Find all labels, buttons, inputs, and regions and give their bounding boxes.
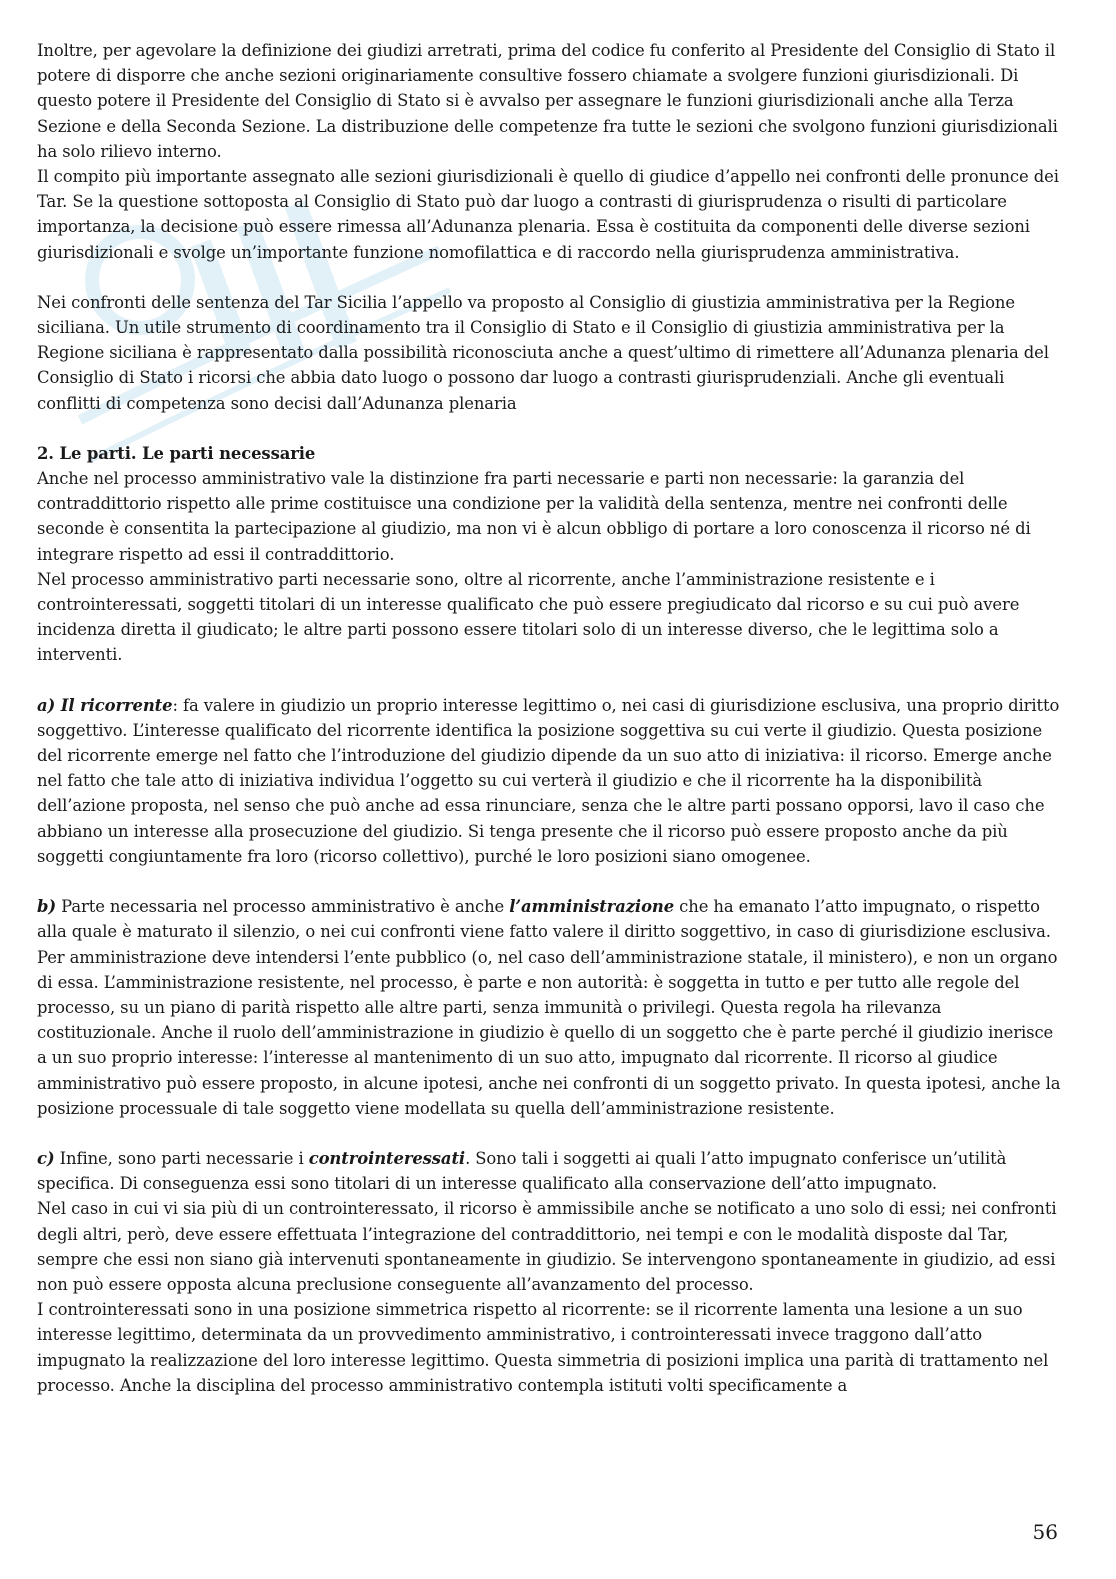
section-heading: 2. Le parti. Le parti necessarie	[37, 443, 316, 463]
paragraph-intro-2: Il compito più importante assegnato alle sezioni giurisdizionali è quello di giudice d’appello nei confronti delle pronunce dei Tar. Se la questione sottoposta al Consiglio di Stato può dar luogo a contrasti di giurisprudenza o risulti di particolare importanza, la decisione può essere rimessa all’Adunanza plenaria. Essa è costituita da componenti delle diverse sezioni giurisdizionali e svolge un’importante funzione nomofilattica e di raccordo nella giurisprudenza amministrativa.	[37, 167, 1059, 262]
document-page	[37, 38, 1063, 1398]
paragraph-parti-1: Anche nel processo amministrativo vale la distinzione fra parti necessarie e parti non necessarie: la garanzia del contraddittorio rispetto alle prime costituisce una condizione per la validità della sentenza, mentre nei confronti delle seconde è consentita la partecipazione al giudizio, ma non vi è alcun obbligo di portare a loro conoscenza il ricorso né di integrare rispetto ad essi il contraddittorio.	[37, 469, 1031, 564]
paragraph-controinteressati-3: I controinteressati sono in una posizione simmetrica rispetto al ricorrente: se il ricorrente lamenta una lesione a un suo interesse legittimo, determinata da un provvedimento amministrativo, i controinteressati invece traggono dall’atto impugnato la realizzazione del loro interesse legittimo. Questa simmetria di posizioni implica una parità di trattamento nel processo. Anche la disciplina del processo amministrativo contempla istituti volti specificamente a	[37, 1300, 1049, 1395]
paragraph-gap	[37, 668, 1063, 693]
amministrazione-label: b)	[37, 897, 57, 917]
paragraph-controinteressati-2: Nel caso in cui vi sia più di un controinteressato, il ricorso è ammissibile anche se notificato a uno solo di essi; nei confronti degli altri, però, deve essere effettuata l’integrazione del contraddittorio, nei tempi e con le modalità disposte dal Tar, sempre che essi non siano già intervenuti spontaneamente in giudizio. Se intervengono spontaneamente in giudizio, ad essi non può essere opposta alcuna preclusione conseguente all’avanzamento del processo.	[37, 1199, 1057, 1294]
paragraph-sicilia: Nei confronti delle sentenza del Tar Sicilia l’appello va proposto al Consiglio di giustizia amministrativa per la Regione siciliana. Un utile strumento di coordinamento tra il Consiglio di Stato e il Consiglio di giustizia amministrativa per la Regione siciliana è rappresentato dalla possibilità riconosciuta anche a quest’ultimo di rimettere all’Adunanza plenaria del Consiglio di Stato i ricorsi che abbia dato luogo o possono dar luogo a contrasti giurisprudenziali. Anche gli eventuali conflitti di competenza sono decisi dall’Adunanza plenaria	[37, 292, 1049, 413]
paragraph-ricorrente	[37, 693, 1063, 869]
page-number: 56	[1032, 1520, 1058, 1544]
amministrazione-term: l’amministrazione	[509, 897, 675, 917]
ricorrente-text: : fa valere in giudizio un proprio interesse legittimo o, nei casi di giurisdizione esclusiva, una proprio diritto soggettivo. L’interesse qualificato del ricorrente identifica la posizione soggettiva su cui verte il giudizio. Questa posizione del ricorrente emerge nel fatto che l’introduzione del giudizio dipende da un suo atto di iniziativa: il ricorso. Emerge anche nel fatto che tale atto di iniziativa individua l’oggetto su cui verterà il giudizio e che il ricorrente ha la disponibilità dell’azione proposta, nel senso che può anche ad essa rinunciare, senza che le altre parti possano opporsi, lavo il caso che abbiano un interesse alla prosecuzione del giudizio. Si tenga presente che il ricorso può essere proposto anche da più soggetti congiuntamente fra loro (ricorso collettivo), purché le loro posizioni siano omogenee.	[37, 695, 1060, 866]
paragraph-gap	[37, 416, 1063, 441]
paragraph-controinteressati	[37, 1146, 1063, 1196]
paragraph-gap	[37, 265, 1063, 290]
paragraph-amministrazione	[37, 894, 1063, 1121]
paragraph-parti-2: Nel processo amministrativo parti necessarie sono, oltre al ricorrente, anche l’amministrazione resistente e i controinteressati, soggetti titolari di un interesse qualificato che può essere pregiudicato dal ricorso e su cui può avere incidenza diretta il giudicato; le altre parti possono essere titolari solo di un interesse diverso, che le legittima solo a interventi.	[37, 569, 1020, 665]
amministrazione-text-1: Parte necessaria nel processo amministrativo è anche	[56, 897, 510, 917]
controinteressati-text-1: Infine, sono parti necessarie i	[54, 1148, 309, 1168]
paragraph-gap	[37, 1121, 1063, 1146]
controinteressati-label: c)	[37, 1148, 55, 1168]
controinteressati-term: controinteressati	[308, 1148, 466, 1168]
controinteressati-text-2: . Sono tali i soggetti ai quali l’atto impugnato conferisce un’utilità specifica. Di conseguenza essi sono titolari di un interesse qualificato alla conservazione dell’atto impugnato.	[37, 1148, 1007, 1194]
paragraph-gap	[37, 869, 1063, 894]
amministrazione-text-2: che ha emanato l’atto impugnato, o rispetto alla quale è maturato il silenzio, o nei cui confronti viene fatto valere il diritto soggettivo, in caso di giurisdizione esclusiva. Per amministrazione deve intendersi l’ente pubblico (o, nel caso dell’amministrazione statale, il ministero), e non un organo di essa. L’amministrazione resistente, nel processo, è parte e non autorità: è soggetta in tutto e per tutto alle regole del processo, su un piano di parità rispetto alle altre parti, senza immunità o privilegi. Questa regola ha rilevanza costituzionale. Anche il ruolo dell’amministrazione in giudizio è quello di un soggetto che è parte perché il giudizio inerisce a un suo proprio interesse: l’interesse al mantenimento di un suo atto, impugnato dal ricorrente. Il ricorso al giudice amministrativo può essere proposto, in alcune ipotesi, anche nei confronti di un soggetto privato. In questa ipotesi, anche la posizione processuale di tale soggetto viene modellata su quella dell’amministrazione resistente.	[37, 897, 1061, 1118]
ricorrente-label: a) Il ricorrente	[37, 695, 173, 715]
paragraph-intro-1: Inoltre, per agevolare la definizione dei giudizi arretrati, prima del codice fu conferito al Presidente del Consiglio di Stato il potere di disporre che anche sezioni originariamente consultive fossero chiamate a svolgere funzioni giurisdizionali. Di questo potere il Presidente del Consiglio di Stato si è avvalso per assegnare le funzioni giurisdizionali anche alla Terza Sezione e della Seconda Sezione. La distribuzione delle competenze fra tutte le sezioni che svolgono funzioni giurisdizionali ha solo rilievo interno.	[37, 41, 1058, 161]
